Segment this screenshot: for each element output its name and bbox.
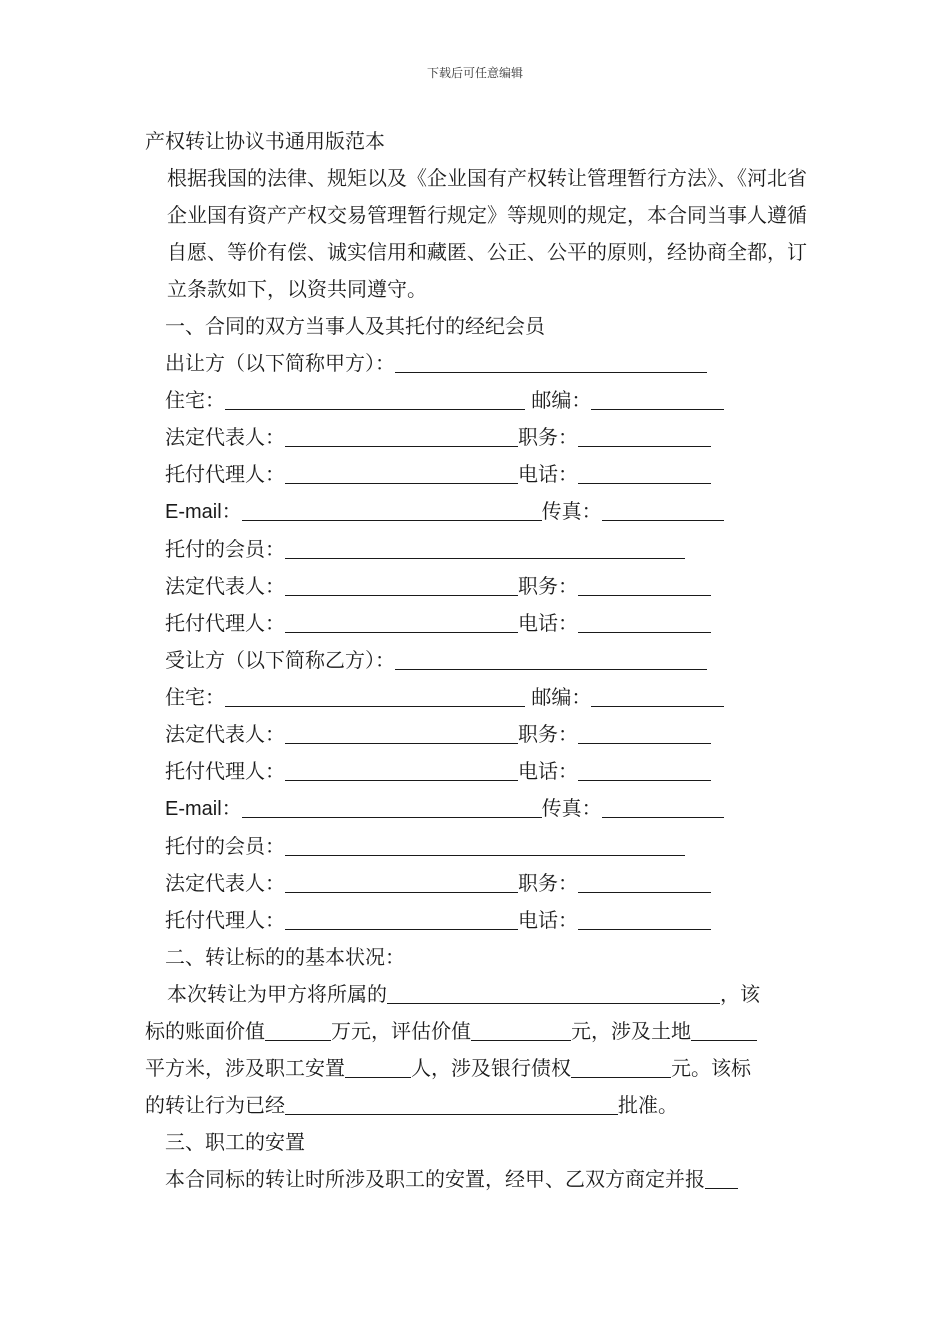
land-area-blank[interactable]: [691, 1020, 757, 1041]
section2-line4: 的转让行为已经 批准。: [145, 1093, 678, 1117]
party-b-member-line: 托付的会员：: [145, 828, 810, 865]
postcode-blank[interactable]: [591, 686, 724, 707]
section2-line1: 本次转让为甲方将所属的 ，该: [167, 982, 760, 1006]
legal-rep-blank[interactable]: [285, 872, 518, 893]
phone-blank[interactable]: [578, 760, 711, 781]
contract-document: [145, 123, 810, 1198]
staff-count-blank[interactable]: [345, 1057, 411, 1078]
party-b-member-legal-rep-line: 法定代表人： 职务：: [145, 865, 810, 902]
party-a-blank[interactable]: [395, 352, 707, 373]
bank-claims-blank[interactable]: [571, 1057, 671, 1078]
party-a-email-line: E-mail： 传真：: [145, 493, 810, 531]
legal-rep-blank[interactable]: [285, 575, 518, 596]
party-a-address-line: 住宅： 邮编：: [145, 382, 810, 419]
section2-line3: 平方米，涉及职工安置 人，涉及银行债权 元。该标: [145, 1056, 751, 1080]
report-to-blank[interactable]: [705, 1168, 738, 1189]
party-a-line: 出让方（以下简称甲方）：: [145, 345, 810, 382]
agent-blank[interactable]: [285, 909, 518, 930]
party-a-legal-rep-line: 法定代表人： 职务：: [145, 419, 810, 456]
party-a-member-line: 托付的会员：: [145, 531, 810, 568]
approval-authority-blank[interactable]: [285, 1094, 618, 1115]
party-b-member-agent-line: 托付代理人： 电话：: [145, 902, 810, 939]
member-blank[interactable]: [285, 835, 685, 856]
intro-paragraph: 根据我国的法律、规矩以及《企业国有产权转让管理暂行方法》、《河北省企业国有资产产权交易管理暂行规定》等规则的规定，本合同当事人遵循自愿、等价有偿、诚实信用和藏匿、公正、公平的原则，经协商全都，订立条款如下，以资共同遵守。: [167, 166, 807, 301]
legal-rep-blank[interactable]: [285, 723, 518, 744]
legal-rep-blank[interactable]: [285, 426, 518, 447]
section1-heading: 一、合同的双方当事人及其托付的经纪会员: [165, 314, 545, 338]
party-b-blank[interactable]: [395, 649, 707, 670]
fax-blank[interactable]: [602, 797, 724, 818]
phone-blank[interactable]: [578, 612, 711, 633]
section2-heading: 二、转让标的的基本状况：: [165, 945, 405, 969]
appraised-value-blank[interactable]: [471, 1020, 571, 1041]
address-blank[interactable]: [225, 686, 525, 707]
section3-line1: 本合同标的转让时所涉及职工的安置，经甲、乙双方商定并报: [145, 1161, 810, 1198]
address-blank[interactable]: [225, 389, 525, 410]
email-blank[interactable]: [242, 797, 542, 818]
position-blank[interactable]: [578, 723, 711, 744]
member-blank[interactable]: [285, 538, 685, 559]
position-blank[interactable]: [578, 426, 711, 447]
agent-blank[interactable]: [285, 760, 518, 781]
party-a-member-legal-rep-line: 法定代表人： 职务：: [145, 568, 810, 605]
party-b-address-line: 住宅： 邮编：: [145, 679, 810, 716]
book-value-blank[interactable]: [265, 1020, 331, 1041]
phone-blank[interactable]: [578, 909, 711, 930]
party-b-agent-line: 托付代理人： 电话：: [145, 753, 810, 790]
postcode-blank[interactable]: [591, 389, 724, 410]
party-a-member-agent-line: 托付代理人： 电话：: [145, 605, 810, 642]
agent-blank[interactable]: [285, 463, 518, 484]
fax-blank[interactable]: [602, 500, 724, 521]
document-title: 产权转让协议书通用版范本: [145, 129, 385, 153]
party-a-agent-line: 托付代理人： 电话：: [145, 456, 810, 493]
section3-heading: 三、职工的安置: [165, 1130, 305, 1154]
email-blank[interactable]: [242, 500, 542, 521]
party-b-legal-rep-line: 法定代表人： 职务：: [145, 716, 810, 753]
party-b-email-line: E-mail： 传真：: [145, 790, 810, 828]
position-blank[interactable]: [578, 872, 711, 893]
agent-blank[interactable]: [285, 612, 518, 633]
section2-line2: 标的账面价值 万元，评估价值 元，涉及土地: [145, 1013, 810, 1050]
asset-blank[interactable]: [387, 983, 720, 1004]
party-b-line: 受让方（以下简称乙方）：: [145, 642, 810, 679]
position-blank[interactable]: [578, 575, 711, 596]
page-header: 下载后可任意编辑: [426, 66, 523, 80]
phone-blank[interactable]: [578, 463, 711, 484]
